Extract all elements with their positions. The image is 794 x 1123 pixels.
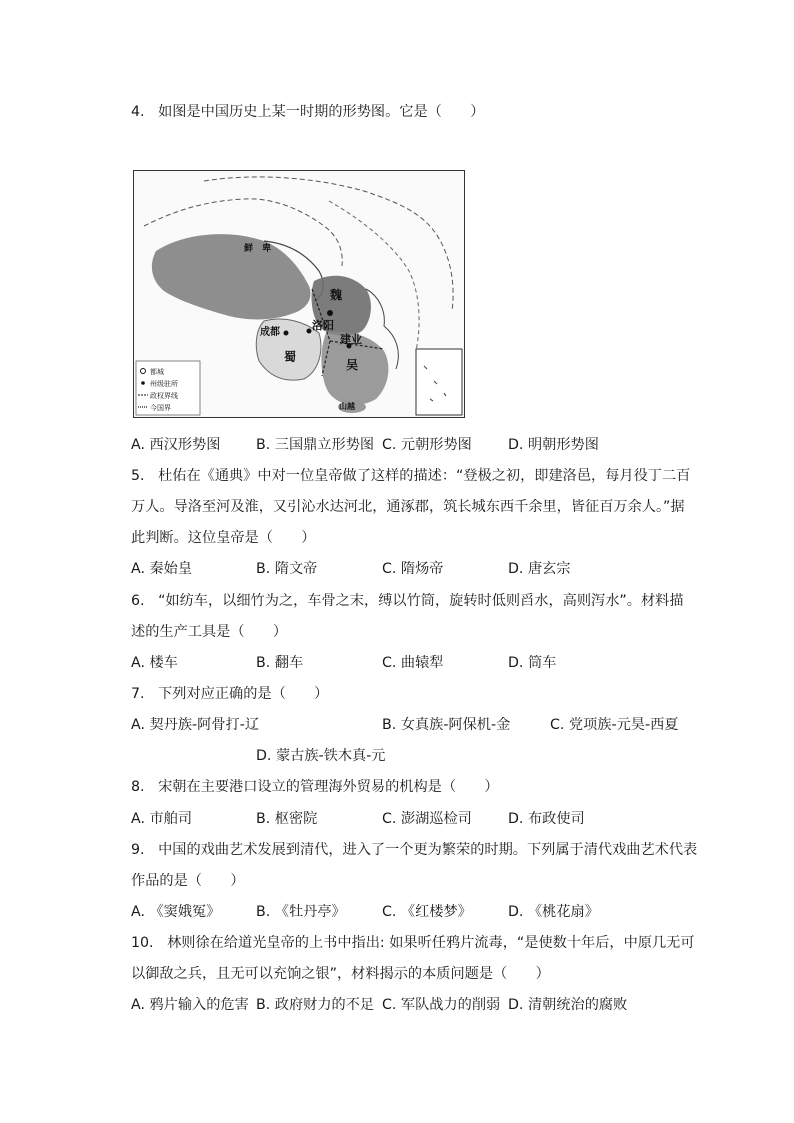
option-c: C. 党项族-元昊-西夏 [550, 717, 679, 733]
map-label-xianbei: 鲜 卑 [244, 244, 272, 254]
map-label-chengdu: 成都 [260, 327, 280, 338]
question-stem-line-2: 万人。导洛至河及淮，又引沁水达河北，通涿郡，筑长城东西千余里，皆征百万余人。”据 [131, 499, 685, 515]
option-b: B. 政府财力的不足 [256, 997, 375, 1013]
question-stem-line-1: 杜佑在《通典》中对一位皇帝做了这样的描述：“登极之初，即建洛邑，每月役丁二百 [158, 468, 691, 484]
question-number: 4. [131, 104, 145, 120]
option-d: D. 布政使司 [508, 811, 585, 827]
legend-national-border: 今国界 [150, 404, 171, 412]
question-9 [131, 840, 697, 860]
option-d: D. 《桃花扇》 [508, 904, 599, 920]
option-a: A. 鸦片输入的危害 [131, 997, 249, 1013]
map-label-luoyang: 洛阳 [312, 319, 334, 332]
question-number: 5. [131, 468, 145, 484]
option-a: A. 西汉形势图 [131, 437, 221, 453]
option-d: D. 蒙古族-铁木真-元 [256, 748, 386, 764]
option-a: A. 秦始皇 [131, 561, 193, 577]
option-c: C. 《红楼梦》 [382, 904, 472, 920]
map-label-shanyue: 山越 [339, 402, 355, 411]
option-c: C. 澎湖巡检司 [382, 811, 472, 827]
question-stem-line-2: 述的生产工具是（ ） [131, 624, 288, 640]
option-c: C. 隋炀帝 [382, 561, 444, 577]
option-d: D. 明朝形势图 [508, 437, 599, 453]
option-b: B. 《牡丹亭》 [256, 904, 346, 920]
option-d: D. 筒车 [508, 655, 557, 671]
legend-regime-border: 政权界线 [150, 392, 178, 400]
option-b: B. 女真族-阿保机-金 [382, 717, 511, 733]
three-kingdoms-map [133, 170, 465, 418]
option-a: A. 市舶司 [131, 811, 193, 827]
question-number: 8. [131, 779, 145, 795]
option-c: C. 曲辕犁 [382, 655, 444, 671]
question-stem: 宋朝在主要港口设立的管理海外贸易的机构是（ ） [158, 779, 499, 795]
option-b: B. 枢密院 [256, 811, 318, 827]
option-a: A. 楼车 [131, 655, 178, 671]
legend-prefecture: 州级驻所 [150, 380, 178, 388]
option-d: D. 唐玄宗 [508, 561, 571, 577]
question-number: 10. [131, 935, 154, 951]
question-4 [131, 102, 484, 122]
option-b: B. 隋文帝 [256, 561, 318, 577]
question-stem-line-2: 作品的是（ ） [131, 873, 245, 889]
option-c: C. 军队战力的削弱 [382, 997, 501, 1013]
question-number: 6. [131, 593, 145, 609]
question-number: 7. [131, 686, 145, 702]
question-10 [131, 933, 695, 953]
map-label-wei: 魏 [330, 288, 343, 302]
question-6 [131, 591, 684, 611]
question-stem: 如图是中国历史上某一时期的形势图。它是（ ） [158, 104, 485, 120]
question-stem-line-2: 以御敌之兵，且无可以充饷之银”，材料揭示的本质问题是（ ） [131, 966, 550, 982]
map-label-wu: 吴 [346, 358, 359, 372]
option-c: C. 元朝形势图 [382, 437, 472, 453]
question-stem-line-1: “如纺车，以细竹为之，车骨之末，缚以竹筒，旋转时低则舀水，高则泻水”。材料描 [158, 593, 684, 609]
option-d: D. 清朝统治的腐败 [508, 997, 628, 1013]
question-stem-line-1: 林则徐在给道光皇帝的上书中指出: 如果听任鸦片流毒，“是使数十年后，中原几无可 [167, 935, 695, 951]
question-5 [131, 466, 690, 486]
question-stem: 下列对应正确的是（ ） [158, 686, 329, 702]
option-a: A. 《窦娥冤》 [131, 904, 221, 920]
question-7 [131, 684, 328, 704]
question-number: 9. [131, 842, 145, 858]
question-8 [131, 777, 499, 797]
map-label-jianye: 建业 [340, 333, 362, 346]
legend-capital: 都城 [150, 368, 164, 376]
map-label-shu: 蜀 [284, 350, 297, 364]
question-stem-line-3: 此判断。这位皇帝是（ ） [131, 530, 316, 546]
option-b: B. 三国鼎立形势图 [256, 437, 375, 453]
option-a: A. 契丹族-阿骨打-辽 [131, 717, 260, 733]
question-stem-line-1: 中国的戏曲艺术发展到清代，进入了一个更为繁荣的时期。下列属于清代戏曲艺术代表 [158, 842, 698, 858]
option-b: B. 翻车 [256, 655, 304, 671]
